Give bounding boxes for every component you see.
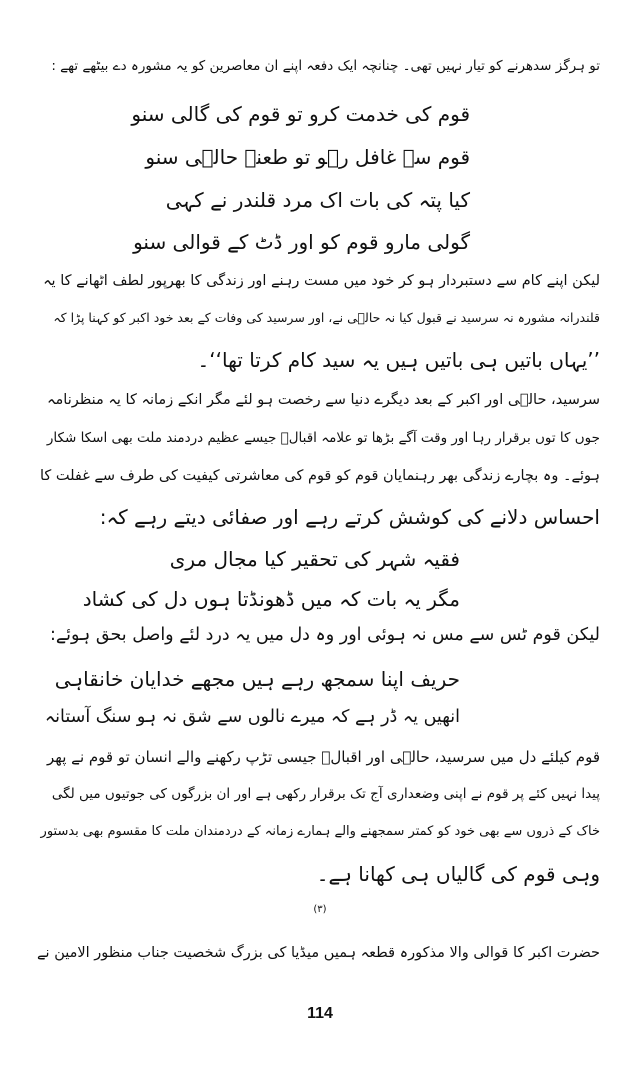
verse-line-7: حریف اپنا سمجھ رہے ہیں مجھے خدایان خانقاہی: [54, 667, 460, 691]
text-line-6: جوں کا توں برقرار رہا اور وقت آگے بڑھا تو علامہ اقبالؔ جیسے عظیم دردمند ملت بھی اسکا شکار: [46, 430, 600, 446]
text-line-9: لیکن قوم ٹس سے مس نہ ہوئی اور وہ دل میں یہ درد لئے واصل بحق ہوئے:: [50, 625, 600, 645]
text-line-2: لیکن اپنے کام سے دستبردار ہو کر خود میں مست رہنے اور زندگی کا بھرپور لطف اٹھانے کا یہ: [43, 273, 600, 289]
verse-line-5: فقیہ شہر کی تحقیر کیا مجال مری: [169, 547, 460, 571]
text-line-4: ’’یہاں باتیں ہی باتیں ہیں یہ سید کام کرتا تھا‘‘۔: [197, 348, 600, 372]
text-line-1: تو ہرگز سدھرنے کو تیار نہیں تھی۔ چنانچہ ایک دفعہ اپنے ان معاصرین کو یہ مشورہ دے بیٹھے تھے :: [51, 58, 600, 74]
text-line-3: قلندرانہ مشورہ نہ سرسید نے قبول کیا نہ حالؔی نے، اور سرسید کی وفات کے بعد خود اکبر کو کہنا پڑا کہ: [53, 310, 600, 325]
section-heading: (۳): [313, 904, 327, 915]
verse-line-6: مگر یہ بات کہ میں ڈھونڈتا ہوں دل کی کشاد: [82, 587, 460, 611]
text-line-5: سرسید، حالؔی اور اکبر کے بعد دیگرے دنیا سے رخصت ہو لئے مگر انکے زمانہ کا یہ منظرنامہ: [47, 392, 600, 408]
verse-line-1: قوم کی خدمت کرو تو قوم کی گالی سنو: [131, 102, 470, 126]
verse-line-2: قوم سے غافل رہو تو طعنۂ حالؔی سنو: [145, 145, 470, 169]
text-line-10: قوم کیلئے دل میں سرسید، حالؔی اور اقبالؔ جیسی تڑپ رکھنے والے انسان تو قوم نے پھر: [47, 748, 600, 766]
text-line-8: احساس دلانے کی کوشش کرتے رہے اور صفائی دیتے رہے کہ:: [99, 505, 600, 529]
text-line-12: خاک کے ذروں سے بھی خود کو کمتر سمجھنے والے ہمارے زمانہ کے دردمندان ملت کا مقسوم بھی بدستور: [40, 824, 600, 839]
text-line-7: ہوئے۔ وہ بچارے زندگی بھر رہنمایان قوم کو قوم کی معاشرتی کیفیت کی طرف سے غفلت کا: [39, 468, 600, 484]
text-line-11: پیدا نہیں کئے پر قوم نے اپنی وضعداری آج تک برقرار رکھی ہے اور ان بزرگوں کی جوتیوں میں لگی: [51, 786, 600, 802]
verse-line-4: گولی مارو قوم کو اور ڈٹ کے قوالی سنو: [133, 230, 470, 254]
page-number: 114: [307, 1005, 333, 1022]
text-line-13: وہی قوم کی گالیاں ہی کھانا ہے۔: [316, 862, 600, 886]
verse-line-3: کیا پتہ کی بات اک مرد قلندر نے کہی: [165, 188, 470, 212]
text-line-14: حضرت اکبر کا قوالی والا مذکورہ قطعہ ہمیں میڈیا کی بزرگ شخصیت جناب منظور الامین نے: [37, 945, 600, 961]
verse-line-8: انھیں یہ ڈر ہے کہ میرے نالوں سے شق نہ ہو سنگ آستانہ: [44, 707, 460, 727]
